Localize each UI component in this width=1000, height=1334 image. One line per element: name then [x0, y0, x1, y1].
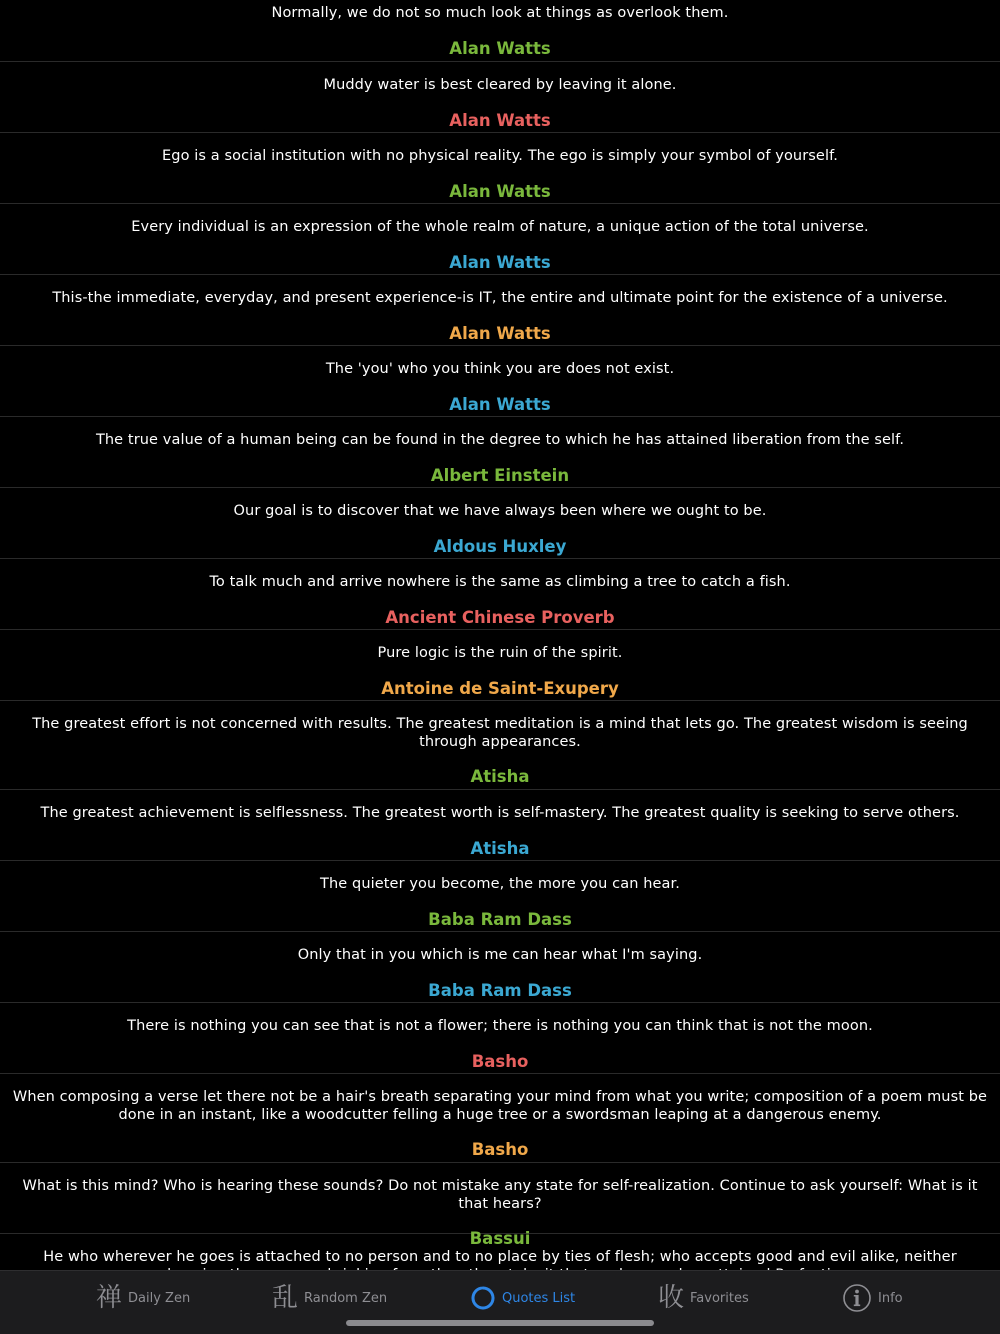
quote-row[interactable] — [0, 559, 1000, 630]
tab-favorites[interactable] — [658, 1281, 749, 1315]
zen-character-icon: 禅 — [96, 1283, 123, 1313]
quote-row[interactable] — [0, 790, 1000, 861]
quote-row[interactable] — [0, 1074, 1000, 1163]
quote-row[interactable] — [0, 0, 1000, 62]
tab-random-zen[interactable] — [272, 1281, 387, 1315]
quote-author: Baba Ram Dass — [428, 980, 572, 1000]
quote-author: Bassui — [469, 1229, 531, 1248]
circle-arrows-icon — [470, 1285, 496, 1311]
quote-row[interactable] — [0, 932, 1000, 1003]
tab-daily-zen[interactable] — [96, 1281, 190, 1315]
quote-text: The greatest effort is not concerned with results. The greatest meditation is a mind that lets go. The greatest wisdom is seeing through appearances. — [32, 716, 968, 750]
quote-author: Basho — [471, 1051, 529, 1071]
quote-author: Basho — [471, 1140, 529, 1159]
quote-author: Ancient Chinese Proverb — [385, 607, 615, 627]
quote-text: He who wherever he goes is attached to no person and to no place by ties of flesh; who accepts good and evil alike, neither — [43, 1249, 957, 1265]
quote-row[interactable] — [0, 204, 1000, 275]
quote-author: Alan Watts — [449, 323, 551, 343]
tab-info[interactable] — [842, 1281, 903, 1315]
quote-row[interactable] — [0, 417, 1000, 488]
quote-text: The 'you' who you think you are does not exist. — [325, 361, 675, 377]
quote-row[interactable] — [0, 488, 1000, 559]
tab-label: Favorites — [690, 1290, 749, 1306]
quote-author: Alan Watts — [449, 394, 551, 414]
quote-author: Albert Einstein — [430, 465, 570, 485]
quote-row[interactable] — [0, 1163, 1000, 1248]
home-indicator — [346, 1320, 654, 1326]
quote-author: Baba Ram Dass — [428, 909, 572, 929]
tab-label: Info — [878, 1290, 903, 1306]
quote-author: Alan Watts — [449, 38, 551, 58]
quote-text: There is nothing you can see that is not a flower; there is nothing you can think that is not the moon. — [127, 1018, 873, 1034]
quote-row[interactable] — [0, 630, 1000, 701]
quote-row[interactable] — [0, 861, 1000, 932]
quote-author: Alan Watts — [449, 110, 551, 130]
quote-text: What is this mind? Who is hearing these sounds? Do not mistake any state for self-realization. Continue to ask yourself: What is it that hears? — [22, 1178, 978, 1212]
quote-text: Ego is a social institution with no physical reality. The ego is simply your symbol of yourself. — [162, 148, 838, 164]
quote-text: Pure logic is the ruin of the spirit. — [377, 645, 623, 661]
tab-quotes-list[interactable] — [470, 1281, 575, 1315]
quote-row[interactable] — [0, 1003, 1000, 1074]
tab-label: Random Zen — [304, 1290, 388, 1306]
quote-author: Antoine de Saint-Exupery — [381, 678, 619, 698]
info-icon — [842, 1283, 872, 1313]
quote-row[interactable] — [0, 62, 1000, 133]
quote-row[interactable] — [0, 133, 1000, 204]
quote-author: Aldous Huxley — [433, 536, 567, 556]
quote-text: Normally, we do not so much look at things as overlook them. — [271, 5, 729, 21]
quote-row[interactable] — [0, 701, 1000, 790]
quote-text: The greatest achievement is selflessness. The greatest worth is self-mastery. The greatest quality is seeking to serve others. — [40, 805, 960, 821]
quote-text: Every individual is an expression of the whole realm of nature, a unique action of the total universe. — [131, 219, 869, 235]
tab-label: Quotes List — [502, 1290, 576, 1306]
quote-text: The quieter you become, the more you can hear. — [320, 876, 680, 892]
quote-row[interactable] — [0, 275, 1000, 346]
quote-row[interactable] — [0, 346, 1000, 417]
quote-text: Our goal is to discover that we have always been where we ought to be. — [233, 503, 767, 519]
quote-text: This-the immediate, everyday, and present experience-is IT, the entire and ultimate point for the existence of a universe. — [52, 290, 948, 306]
quote-author: Alan Watts — [449, 252, 551, 272]
quote-author: Atisha — [470, 767, 530, 786]
tab-label: Daily Zen — [128, 1290, 191, 1306]
quote-text: When composing a verse let there not be a hair's breath separating your mind from what you write; composition of a poem must be done in an instant, like a woodcutter felling a huge tree or a swordsman leaping at a dangerous enemy. — [12, 1089, 988, 1123]
collect-character-icon: 收 — [658, 1283, 685, 1313]
quote-text: To talk much and arrive nowhere is the same as climbing a tree to catch a fish. — [209, 574, 791, 590]
quote-text: Only that in you which is me can hear what I'm saying. — [297, 947, 703, 963]
quote-text: The true value of a human being can be found in the degree to which he has attained liberation from the self. — [95, 432, 905, 448]
quote-text: Muddy water is best cleared by leaving it alone. — [323, 77, 677, 93]
quote-author: Alan Watts — [449, 181, 551, 201]
chaos-character-icon: 乱 — [272, 1283, 299, 1313]
quote-author: Atisha — [470, 838, 530, 858]
